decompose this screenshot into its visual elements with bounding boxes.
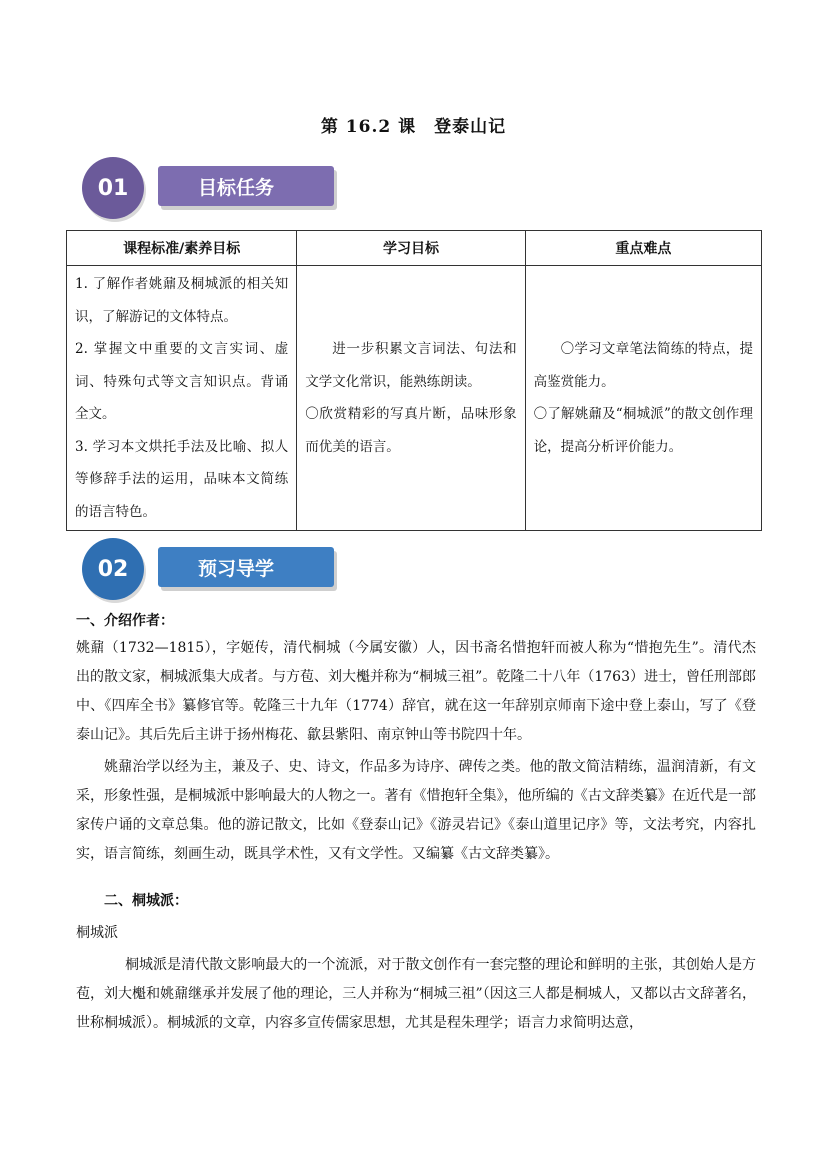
paragraph: 桐城派是清代散文影响最大的一个流派，对于散文创作有一套完整的理论和鲜明的主张，其创始人是方苞，刘大櫆和姚鼐继承并发展了他的理论，三人并称为“桐城三祖”（因这三人都是桐城人，又都以古文辞著名，世称桐城派）。桐城派的文章，内容多宣传儒家思想，尤其是程朱理学；语言力求简明达意， [76, 957, 756, 1031]
section-banner-goals [82, 157, 352, 219]
banner-number-badge: 02 [82, 538, 144, 600]
standard-item: 2. 掌握文中重要的文言实词、虚词、特殊句式等文言知识点。背诵全文。 [75, 341, 289, 422]
table-cell-keypoints [525, 266, 761, 531]
goals-table [66, 230, 762, 531]
banner-label: 目标任务 [158, 166, 334, 206]
paragraph: 姚鼐（1732—1815），字姬传，清代桐城（今属安徽）人，因书斋名惜抱轩而被人称为“惜抱先生”。清代杰出的散文家，桐城派集大成者。与方苞、刘大櫆并称为“桐城三祖”。乾隆二十八年（1763）进士，曾任刑部郎中、《四库全书》纂修官等。乾隆三十九年（1774）辞官，就在这一年辞别京师南下途中登上泰山，写了《登泰山记》。其后先后主讲于扬州梅花、歙县紫阳、南京钟山等书院四十年。 [76, 640, 756, 743]
paragraph: 姚鼐治学以经为主，兼及子、史、诗文，作品多为诗序、碑传之类。他的散文简洁精练，温润清新，有文采，形象性强，是桐城派中影响最大的人物之一。著有《惜抱轩全集》，他所编的《古文辞类纂》在近代是一部家传户诵的文章总集。他的游记散文，比如《登泰山记》《游灵岩记》《泰山道里记序》等，文法考究，内容扎实，语言简练，刻画生动，既具学术性，又有文学性。又编纂《古文辞类纂》。 [76, 759, 756, 862]
author-intro [76, 634, 756, 869]
table-header: 重点难点 [525, 231, 761, 266]
subheading: 桐城派 [76, 925, 118, 941]
objective-item: 进一步积累文言词法、句法和文学文化常识，能熟练朗读。 [305, 341, 517, 390]
section-heading: 二、桐城派： [104, 893, 188, 909]
standard-item: 3. 学习本文烘托手法及比喻、拟人等修辞手法的运用，品味本文简练的语言特色。 [75, 438, 289, 520]
table-cell-objectives [297, 266, 525, 531]
section-heading: 一、介绍作者： [76, 613, 174, 629]
table-header: 课程标准/素养目标 [67, 231, 297, 266]
keypoint-item: 〇学习文章笔法简练的特点，提高鉴赏能力。 [533, 341, 753, 390]
table-header: 学习目标 [297, 231, 525, 266]
banner-number-badge: 01 [82, 157, 144, 219]
table-row [67, 266, 762, 531]
banner-label: 预习导学 [158, 547, 334, 587]
section-banner-preview [82, 538, 352, 600]
keypoint-item: 〇了解姚鼐及“桐城派”的散文创作理论，提高分析评价能力。 [533, 406, 753, 455]
table-cell-standards [67, 266, 297, 531]
objective-item: 〇欣赏精彩的写真片断，品味形象而优美的语言。 [305, 406, 517, 455]
page-title: 第 16.2 课 登泰山记 [320, 117, 507, 137]
tongcheng-intro [76, 919, 756, 1038]
standard-item: 1. 了解作者姚鼐及桐城派的相关知识，了解游记的文体特点。 [75, 276, 289, 325]
table-header-row [67, 231, 762, 266]
